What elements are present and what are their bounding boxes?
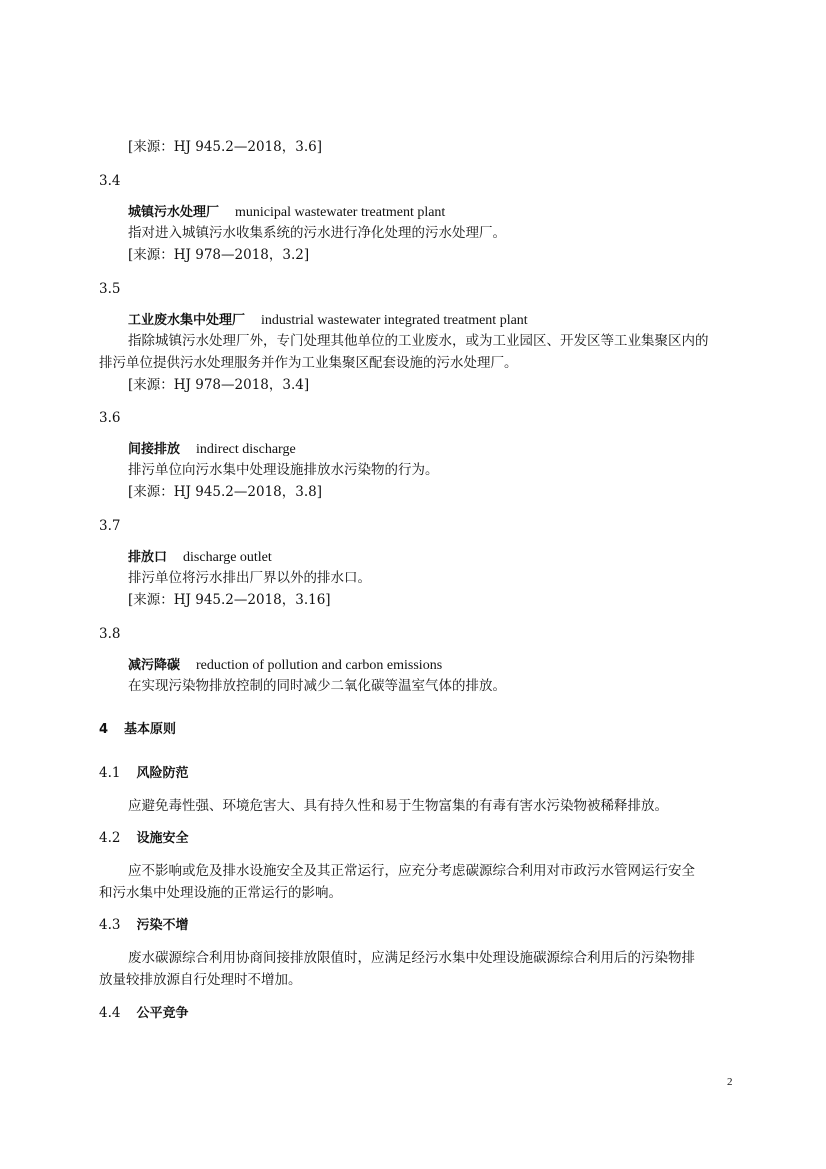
clause-4-3-text-line-1: 废水碳源综合利用协商间接排放限值时，应满足经污水集中处理设施碳源综合利用后的污染物排 — [128, 950, 695, 966]
clause-number: 4.3 — [99, 917, 121, 933]
clause-number: 4.2 — [99, 830, 121, 846]
term-3-6 — [128, 440, 296, 459]
source-citation-3-7: [来源：HJ 945.2—2018，3.16] — [128, 592, 331, 608]
definition-3-7-line-1: 排污单位将污水排出厂界以外的排水口。 — [128, 570, 371, 586]
term-en: indirect discharge — [196, 442, 296, 457]
section-title: 基本原则 — [124, 722, 177, 737]
clause-number-3-5: 3.5 — [99, 281, 121, 297]
clause-title: 设施安全 — [136, 831, 189, 846]
clause-number-3-8: 3.8 — [99, 626, 121, 642]
source-citation-3-4: [来源：HJ 978—2018，3.2] — [128, 247, 310, 263]
page-number: 2 — [727, 1076, 733, 1088]
source-citation-3-5: [来源：HJ 978—2018，3.4] — [128, 377, 310, 393]
section-number: 4 — [99, 722, 109, 737]
term-en: reduction of pollution and carbon emissions — [196, 658, 443, 673]
term-zh: 工业废水集中处理厂 — [128, 313, 246, 328]
clause-heading-4-3 — [99, 916, 189, 935]
clause-heading-4-4 — [99, 1004, 189, 1023]
clause-4-2-text-line-1: 应不影响或危及排水设施安全及其正常运行，应充分考虑碳源综合利用对市政污水管网运行安全 — [128, 863, 695, 879]
clause-number: 4.4 — [99, 1005, 121, 1021]
clause-4-1-text-line-1: 应避免毒性强、环境危害大、具有持久性和易于生物富集的有毒有害水污染物被稀释排放。 — [128, 798, 668, 814]
section-heading-4 — [99, 720, 176, 739]
clause-number-3-6: 3.6 — [99, 410, 121, 426]
term-zh: 减污降碳 — [128, 658, 181, 673]
clause-number-3-4: 3.4 — [99, 173, 121, 189]
term-en: discharge outlet — [183, 550, 272, 565]
term-zh: 间接排放 — [128, 442, 181, 457]
term-zh: 城镇污水处理厂 — [128, 205, 220, 220]
clause-4-2-text-line-2: 和污水集中处理设施的正常运行的影响。 — [99, 885, 342, 901]
definition-3-5-line-2: 排污单位提供污水处理服务并作为工业集聚区配套设施的污水处理厂。 — [99, 355, 518, 371]
term-en: industrial wastewater integrated treatment plant — [261, 313, 528, 328]
clause-title: 公平竞争 — [136, 1006, 189, 1021]
clause-4-3-text-line-2: 放量较排放源自行处理时不增加。 — [99, 972, 302, 988]
term-en: municipal wastewater treatment plant — [235, 205, 446, 220]
definition-3-5-line-1: 指除城镇污水处理厂外，专门处理其他单位的工业废水，或为工业园区、开发区等工业集聚区内的 — [128, 333, 709, 349]
source-citation-3-6: [来源：HJ 945.2—2018，3.8] — [128, 484, 322, 500]
source-citation-3-3: [来源：HJ 945.2—2018，3.6] — [128, 139, 322, 155]
term-3-7 — [128, 548, 272, 567]
definition-3-8-line-1: 在实现污染物排放控制的同时减少二氧化碳等温室气体的排放。 — [128, 678, 506, 694]
term-3-8 — [128, 656, 442, 675]
clause-number: 4.1 — [99, 765, 121, 781]
term-3-5 — [128, 311, 528, 330]
clause-title: 风险防范 — [136, 766, 189, 781]
clause-title: 污染不增 — [136, 918, 189, 933]
definition-3-6-line-1: 排污单位向污水集中处理设施排放水污染物的行为。 — [128, 462, 439, 478]
term-zh: 排放口 — [128, 550, 168, 565]
clause-heading-4-2 — [99, 829, 189, 848]
clause-number-3-7: 3.7 — [99, 518, 121, 534]
term-3-4 — [128, 203, 445, 222]
clause-heading-4-1 — [99, 764, 189, 783]
definition-3-4-line-1: 指对进入城镇污水收集系统的污水进行净化处理的污水处理厂。 — [128, 225, 506, 241]
